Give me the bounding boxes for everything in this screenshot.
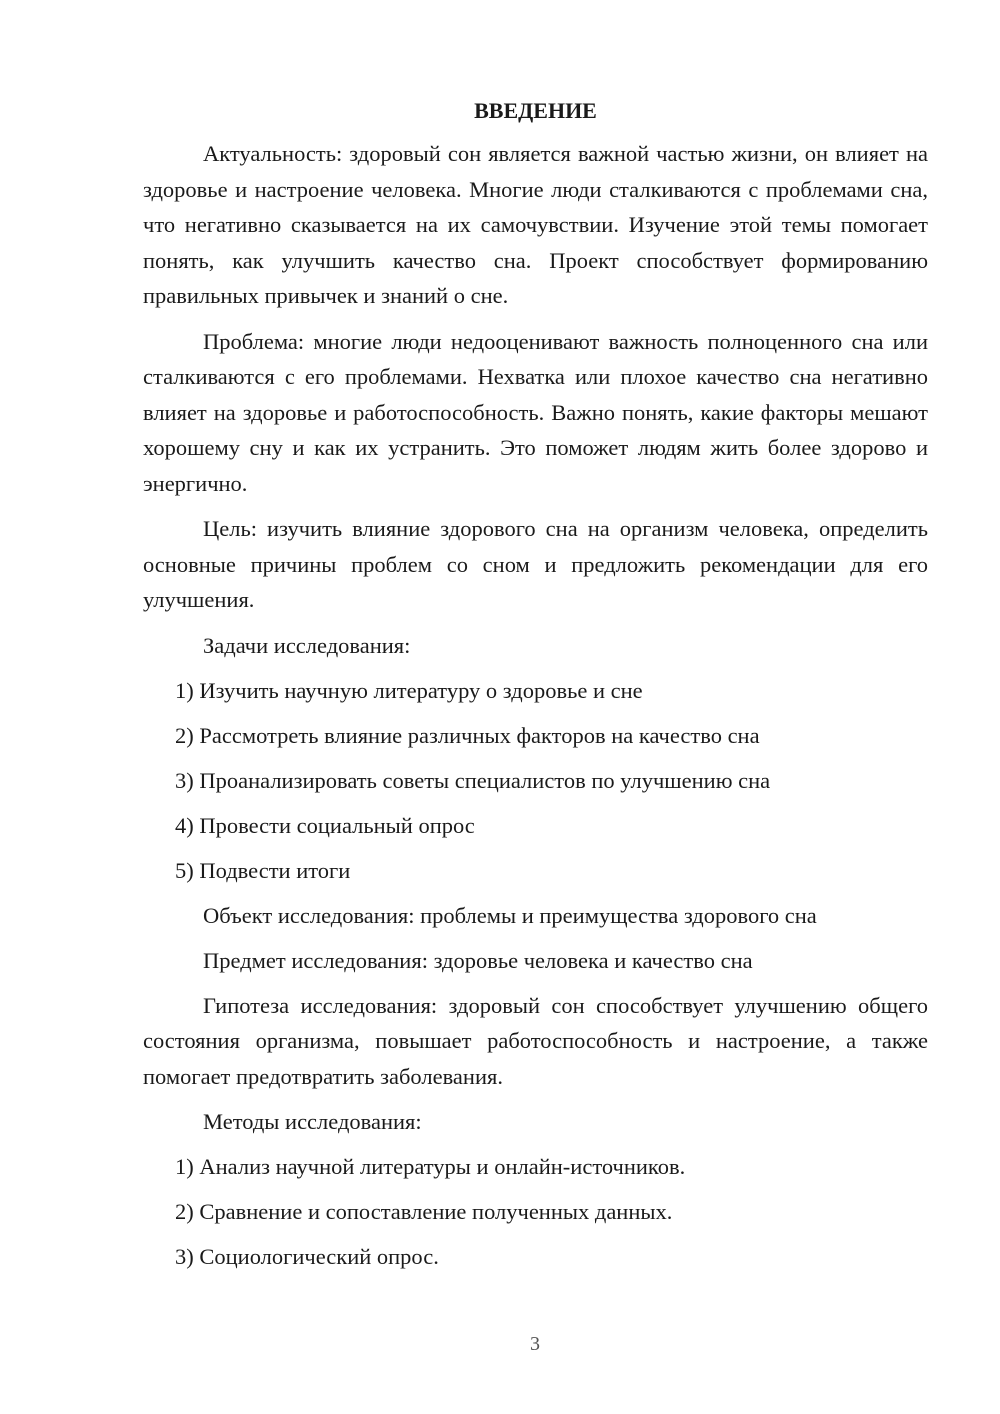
relevance-paragraph: Актуальность: здоровый сон является важной частью жизни, он влияет на здоровье и настроение человека. Многие люди сталкиваются с проблемами сна, что негативно сказывается на их самочувствии. Изучение этой темы помогает понять, как улучшить качество сна. Проект способствует формированию правильных привычек и знаний о сне. <box>143 141 928 308</box>
list-item: 1) Анализ научной литературы и онлайн-источников. <box>175 1154 686 1179</box>
list-item: 2) Рассмотреть влияние различных факторов на качество сна <box>175 722 760 748</box>
subject-paragraph: Предмет исследования: здоровье человека и качество сна <box>203 947 753 973</box>
page-number: 3 <box>530 1333 540 1355</box>
object-paragraph: Объект исследования: проблемы и преимущества здорового сна <box>203 902 817 928</box>
list-item: 2) Сравнение и сопоставление полученных данных. <box>175 1199 673 1224</box>
problem-paragraph: Проблема: многие люди недооценивают важность полноценного сна или сталкиваются с его проблемами. Нехватка или плохое качество сна негативно влияет на здоровье и работоспособность. Важно понять, какие факторы мешают хорошему сну и как их устранить. Это поможет людям жить более здорово и энергично. <box>143 328 928 496</box>
list-item: 3) Проанализировать советы специалистов по улучшению сна <box>175 767 771 793</box>
section-heading: ВВЕДЕНИЕ <box>474 98 597 123</box>
hypothesis-paragraph: Гипотеза исследования: здоровый сон способствует улучшению общего состояния организма, повышает работоспособность и настроение, а также помогает предотвратить заболевания. <box>143 992 928 1089</box>
methods-title: Методы исследования: <box>203 1109 422 1134</box>
methods-list <box>143 1149 928 1274</box>
goal-paragraph: Цель: изучить влияние здорового сна на организм человека, определить основные причины проблем со сном и предложить рекомендации для его улучшения. <box>143 516 928 612</box>
tasks-title: Задачи исследования: <box>203 632 411 658</box>
list-item: 5) Подвести итоги <box>175 857 351 883</box>
document-page <box>143 94 928 1284</box>
list-item: 1) Изучить научную литературу о здоровье и сне <box>175 677 643 703</box>
tasks-list <box>143 673 928 888</box>
list-item: 4) Провести социальный опрос <box>175 812 475 838</box>
list-item: 3) Социологический опрос. <box>175 1244 439 1269</box>
